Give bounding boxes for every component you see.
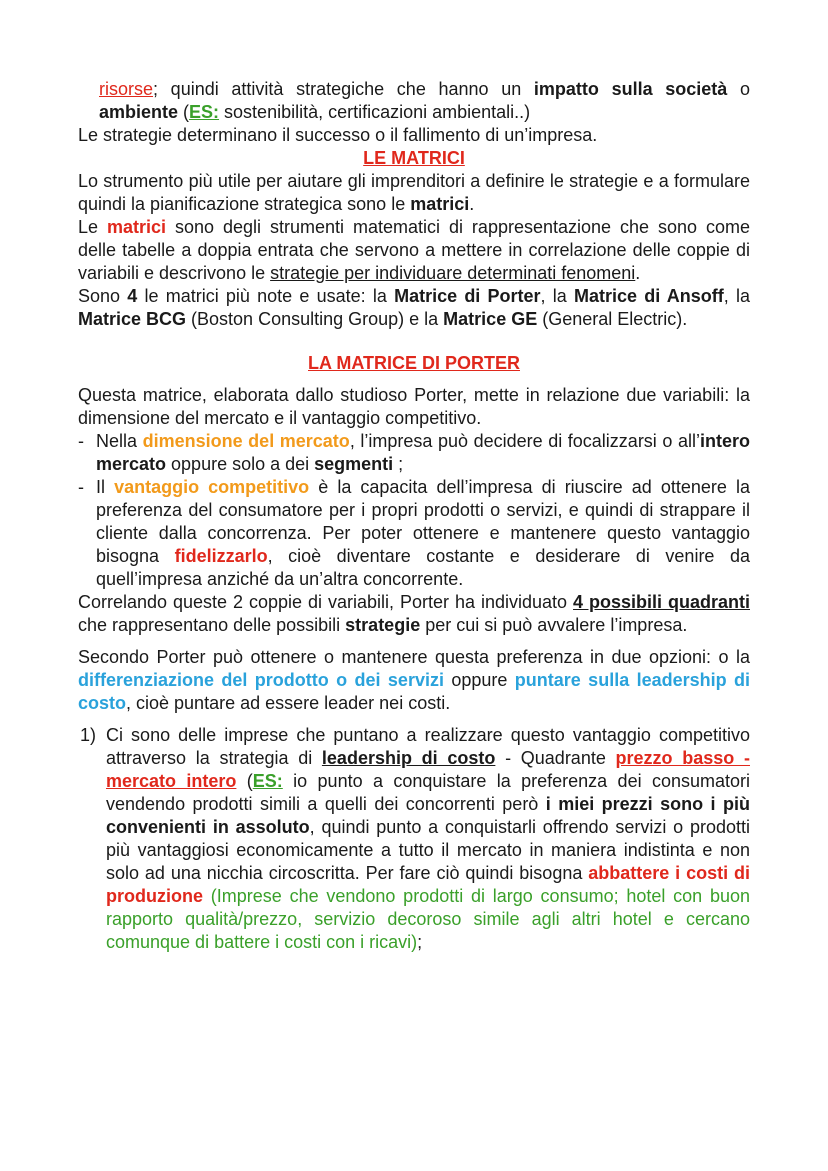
text: . (469, 194, 475, 214)
text: Il (96, 477, 115, 497)
paragraph-due-opzioni (78, 646, 750, 715)
text: le matrici più note e usate: la (137, 286, 395, 306)
keyword-fidelizzarlo: fidelizzarlo (174, 546, 268, 566)
text-bold: impatto sulla società (533, 79, 728, 99)
example-label: ES: (189, 102, 220, 122)
text-bold: strategie (345, 615, 421, 635)
paragraph-quadranti (78, 591, 750, 637)
text: , la (540, 286, 574, 306)
heading-le-matrici: LE MATRICI (363, 148, 465, 168)
text: io punto a conquistare la preferenza dei consumatori vendendo prodotti simili a quelli dei concorrenti però (106, 771, 750, 814)
keyword-dimensione: dimensione del mercato (142, 431, 350, 451)
list-item-leadership-costo (78, 724, 750, 954)
paragraph-risorse (78, 78, 750, 124)
keyword-leadership-costo: puntare sulla leadership di costo (78, 670, 751, 713)
text: è la capacita dell’impresa di riuscire ad ottenere la preferenza del consumatore per i propri prodotti o servizi, e quindi di strappare il cliente dalla concorrenza. Per poter ottenere e mantenere questo vantaggio bisogna (96, 477, 750, 566)
text-bold: ambiente (99, 102, 179, 122)
text: . (635, 263, 641, 283)
text-bold: Matrice di Porter (394, 286, 541, 306)
paragraph-strategie: Le strategie determinano il successo o il fallimento di un’impresa. (78, 125, 598, 145)
text: Correlando queste 2 coppie di variabili, Porter ha individuato (78, 592, 574, 612)
text: Ci sono delle imprese che puntano a realizzare questo vantaggio competitivo attraverso la strategia di (106, 725, 750, 768)
text: Le (78, 217, 107, 237)
text: , cioè diventare costante e desiderare di venire da quell’impresa anziché da un’altra concorrente. (96, 546, 750, 589)
text: oppure (443, 670, 515, 690)
keyword-vantaggio: vantaggio competitivo (114, 477, 310, 497)
text-bold: matrici (410, 194, 470, 214)
bullet-marker: - (78, 431, 84, 451)
text: ; (417, 932, 423, 952)
text: (Boston Consulting Group) e la (186, 309, 444, 329)
text: Nella (96, 431, 143, 451)
example-text: (Imprese che vendono prodotti di largo consumo; hotel con buon rapporto qualità/prezzo, servizio decoroso simile agli altri hotel e cercano comunque di battere i costi con i ricavi) (106, 886, 750, 952)
text-bold: 4 (127, 286, 138, 306)
text-bold: Matrice GE (443, 309, 538, 329)
bullet-vantaggio-competitivo (78, 476, 750, 591)
text: ( (178, 102, 190, 122)
text (203, 886, 211, 906)
text: , cioè puntare ad essere leader nei costi. (126, 693, 451, 713)
text: Sono (78, 286, 128, 306)
text: che rappresentano delle possibili (78, 615, 346, 635)
text: , la (723, 286, 750, 306)
text-bold-underlined: 4 possibili quadranti (573, 592, 750, 612)
text-bold: intero mercato (96, 431, 750, 474)
text: sono degli strumenti matematici di rappresentazione che sono come delle tabelle a doppia entrata che servono a mettere in correlazione delle coppie di variabili e descrivono le (78, 217, 750, 283)
text: ; (393, 454, 404, 474)
text: o (727, 79, 750, 99)
text: , quindi punto a conquistarli offrendo servizi o prodotti più vantaggiosi economicamente a tutto il mercato in maniera indistinta e non solo ad una nicchia circoscritta. Per fare ciò quindi bisogna (106, 817, 750, 883)
keyword-abbattere-costi: abbattere i costi di produzione (106, 863, 750, 906)
text: - Quadrante (495, 748, 616, 768)
keyword-quadrante: prezzo basso - mercato intero (106, 748, 750, 791)
text: ( (236, 771, 253, 791)
heading-matrice-porter: LA MATRICE DI PORTER (308, 353, 520, 373)
text-bold-underlined: leadership di costo (321, 748, 496, 768)
keyword-differenziazione: differenziazione del prodotto o dei servizi (78, 670, 444, 690)
paragraph-matrici-def (78, 216, 750, 285)
text-bold: Matrice BCG (78, 309, 187, 329)
text: ; quindi attività strategiche che hanno un (153, 79, 534, 99)
paragraph-quattro-matrici (78, 285, 750, 331)
document-page (78, 78, 750, 954)
text-risorse: risorse (99, 79, 154, 99)
text: (General Electric). (537, 309, 688, 329)
text: sostenibilità, certificazioni ambientali..) (219, 102, 531, 122)
text: Secondo Porter può ottenere o mantenere questa preferenza in due opzioni: o la (78, 647, 750, 667)
paragraph-strumento (78, 170, 750, 216)
bullet-dimensione-mercato (78, 430, 750, 476)
text: Lo strumento più utile per aiutare gli imprenditori a definire le strategie e a formulare quindi la pianificazione strategica sono le (78, 171, 750, 214)
text-underlined: strategie per individuare determinati fenomeni (270, 263, 636, 283)
text-bold: segmenti (314, 454, 394, 474)
paragraph-porter-intro: Questa matrice, elaborata dallo studioso Porter, mette in relazione due variabili: la dimensione del mercato e il vantaggio competitivo. (78, 385, 750, 428)
text-bold: Matrice di Ansoff (573, 286, 724, 306)
example-label: ES: (252, 771, 283, 791)
bullet-marker: - (78, 477, 84, 497)
text: , l’impresa può decidere di focalizzarsi o all’ (349, 431, 700, 451)
text: per cui si può avvalere l’impresa. (420, 615, 688, 635)
text-bold: i miei prezzi sono i più convenienti in assoluto (106, 794, 750, 837)
list-number: 1) (80, 725, 97, 745)
keyword-matrici: matrici (107, 217, 167, 237)
text: oppure solo a dei (166, 454, 315, 474)
